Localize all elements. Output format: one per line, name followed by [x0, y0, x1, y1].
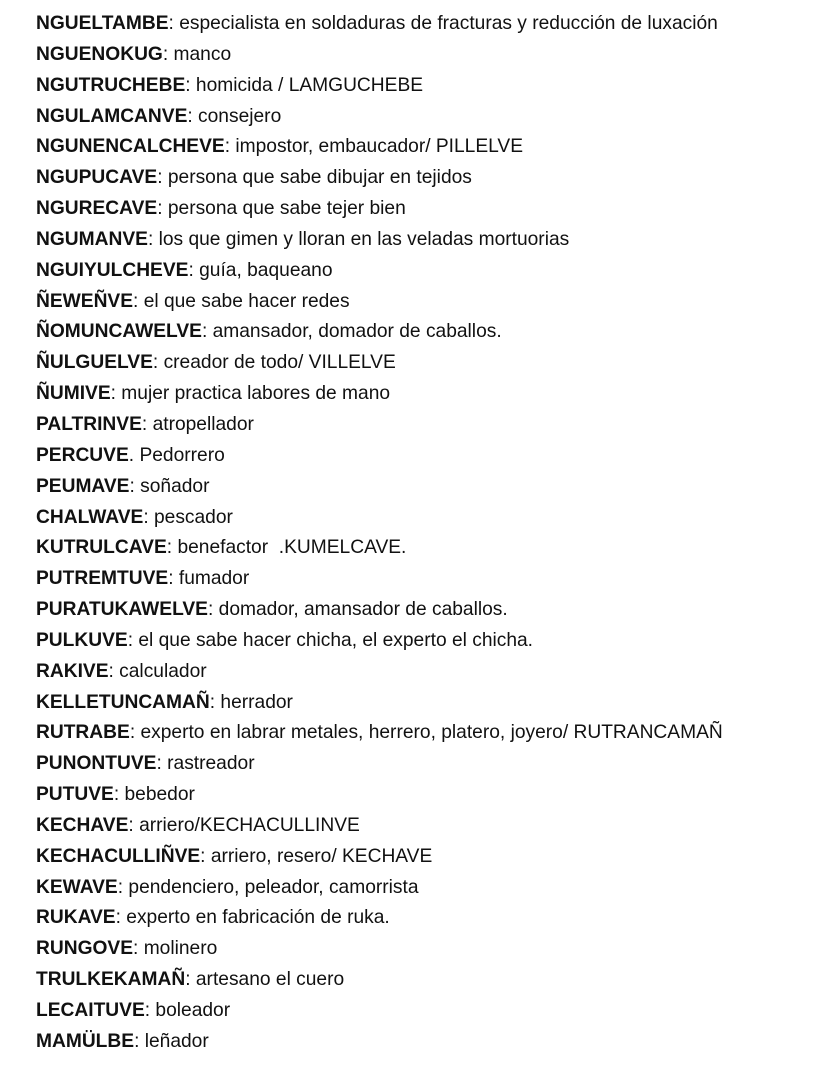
entry-definition: persona que sabe dibujar en tejidos: [167, 167, 472, 189]
entry-definition: artesano el cuero: [195, 969, 345, 991]
glossary-entry: [36, 595, 821, 626]
entry-term: KECHACULLIÑVE: [36, 845, 201, 867]
entry-separator: :: [129, 722, 141, 744]
glossary-entry: [36, 194, 821, 225]
glossary-entry: [36, 996, 821, 1027]
entry-term: NGUMANVE: [36, 228, 148, 250]
glossary-list: [36, 9, 821, 1058]
entry-term: RAKIVE: [36, 660, 109, 682]
entry-term: KELLETUNCAMAÑ: [36, 691, 210, 713]
entry-separator: :: [127, 629, 139, 651]
glossary-entry: [36, 564, 821, 595]
entry-definition: bebedor: [124, 784, 195, 806]
glossary-entry: [36, 811, 821, 842]
entry-definition: amansador, domador de caballos.: [212, 321, 502, 343]
entry-term: NGUIYULCHEVE: [36, 259, 189, 281]
entry-separator: :: [157, 167, 168, 189]
glossary-entry: [36, 9, 821, 40]
entry-separator: :: [134, 1030, 145, 1052]
entry-separator: :: [129, 475, 141, 497]
entry-separator: :: [147, 228, 159, 250]
entry-definition: manco: [173, 43, 232, 65]
glossary-entry: [36, 71, 821, 102]
glossary-entry: [36, 348, 821, 379]
entry-term: PUTREMTUVE: [36, 568, 169, 590]
entry-definition: homicida / LAMGUCHEBE: [195, 74, 424, 96]
entry-definition: el que sabe hacer chicha, el experto el chicha.: [138, 629, 534, 651]
entry-definition: mujer practica labores de mano: [121, 383, 391, 405]
entry-separator: :: [157, 198, 168, 220]
glossary-entry: [36, 317, 821, 348]
entry-separator: :: [133, 938, 144, 960]
entry-definition: los que gimen y lloran en las veladas mortuorias: [158, 228, 570, 250]
entry-term: ÑOMUNCAWELVE: [36, 321, 202, 343]
entry-term: NGUNENCALCHEVE: [36, 136, 225, 158]
glossary-entry: [36, 379, 821, 410]
entry-separator: :: [113, 784, 125, 806]
entry-definition: especialista en soldaduras de fracturas y reducción de luxación: [179, 13, 718, 34]
entry-separator: :: [108, 660, 120, 682]
entry-definition: soñador: [140, 475, 210, 497]
entry-term: ÑEWEÑVE: [36, 290, 134, 312]
glossary-entry: [36, 40, 821, 71]
entry-separator: :: [188, 259, 200, 281]
glossary-entry: [36, 903, 821, 934]
entry-definition: experto en labrar metales, herrero, platero, joyero/ RUTRANCAMAÑ: [140, 722, 723, 744]
entry-term: PEUMAVE: [36, 475, 130, 497]
entry-definition: consejero: [198, 105, 282, 127]
entry-definition: el que sabe hacer redes: [143, 290, 350, 312]
entry-term: ÑUMIVE: [36, 383, 111, 405]
entry-term: KUTRULCAVE: [36, 537, 167, 559]
entry-separator: :: [110, 383, 122, 405]
glossary-entry: [36, 749, 821, 780]
glossary-entry: [36, 934, 821, 965]
glossary-entry: [36, 163, 821, 194]
entry-separator: :: [187, 105, 199, 127]
entry-definition: molinero: [143, 938, 218, 960]
entry-definition: atropellador: [152, 413, 254, 435]
entry-definition: arriero, resero/ KECHAVE: [210, 845, 433, 867]
entry-definition: arriero/KECHACULLINVE: [139, 814, 360, 836]
entry-separator: :: [209, 691, 221, 713]
entry-definition: herrador: [220, 691, 293, 713]
entry-term: NGULAMCANVE: [36, 105, 188, 127]
entry-separator: .: [128, 444, 140, 466]
entry-term: NGUPUCAVE: [36, 167, 158, 189]
entry-separator: :: [144, 1000, 156, 1021]
glossary-entry: [36, 842, 821, 873]
glossary-entry: [36, 780, 821, 811]
entry-term: RUNGOVE: [36, 938, 134, 960]
entry-separator: :: [185, 969, 196, 991]
entry-separator: :: [207, 599, 219, 621]
glossary-entry: [36, 1027, 821, 1058]
entry-definition: pendenciero, peleador, camorrista: [128, 876, 419, 898]
glossary-entry: [36, 287, 821, 318]
entry-separator: :: [133, 290, 144, 312]
entry-definition: persona que sabe tejer bien: [167, 198, 406, 220]
glossary-entry: [36, 688, 821, 719]
glossary-entry: [36, 225, 821, 256]
entry-term: RUKAVE: [36, 907, 116, 929]
entry-definition: calculador: [119, 660, 207, 682]
entry-definition: pescador: [153, 506, 233, 528]
glossary-entry: [36, 503, 821, 534]
entry-separator: :: [115, 907, 127, 929]
glossary-entry: [36, 873, 821, 904]
entry-term: PUNONTUVE: [36, 753, 157, 775]
entry-definition: guía, baqueano: [199, 259, 333, 281]
glossary-entry: [36, 965, 821, 996]
glossary-entry: [36, 657, 821, 688]
entry-definition: creador de todo/ VILLELVE: [163, 352, 396, 374]
glossary-entry: [36, 626, 821, 657]
entry-separator: :: [141, 413, 153, 435]
entry-term: PERCUVE: [36, 444, 129, 466]
glossary-entry: [36, 472, 821, 503]
entry-separator: :: [156, 753, 168, 775]
entry-separator: :: [166, 537, 178, 559]
entry-separator: :: [224, 136, 236, 158]
entry-separator: :: [152, 352, 164, 374]
entry-term: PURATUKAWELVE: [36, 599, 208, 621]
entry-definition: leñador: [144, 1030, 209, 1052]
glossary-entry: [36, 410, 821, 441]
entry-separator: :: [201, 321, 213, 343]
glossary-entry: [36, 256, 821, 287]
entry-term: NGUTRUCHEBE: [36, 74, 186, 96]
entry-separator: :: [143, 506, 154, 528]
entry-term: NGUENOKUG: [36, 43, 163, 65]
entry-definition: domador, amansador de caballos.: [218, 599, 508, 621]
entry-separator: :: [128, 814, 140, 836]
entry-term: PULKUVE: [36, 629, 128, 651]
entry-term: ÑULGUELVE: [36, 352, 153, 374]
entry-separator: :: [185, 74, 196, 96]
entry-definition: boleador: [155, 1000, 231, 1021]
entry-term: KEWAVE: [36, 876, 118, 898]
glossary-entry: [36, 533, 821, 564]
entry-definition: rastreador: [167, 753, 255, 775]
entry-definition: fumador: [178, 568, 250, 590]
entry-definition: experto en fabricación de ruka.: [126, 907, 390, 929]
glossary-entry: [36, 441, 821, 472]
entry-term: RUTRABE: [36, 722, 130, 744]
entry-separator: :: [200, 845, 211, 867]
entry-term: NGURECAVE: [36, 198, 158, 220]
entry-term: PUTUVE: [36, 784, 114, 806]
entry-term: NGUELTAMBE: [36, 13, 169, 34]
entry-term: LECAITUVE: [36, 1000, 145, 1021]
entry-term: CHALWAVE: [36, 506, 144, 528]
glossary-entry: [36, 718, 821, 749]
entry-definition: impostor, embaucador/ PILLELVE: [235, 136, 523, 158]
entry-separator: :: [168, 568, 179, 590]
entry-term: KECHAVE: [36, 814, 129, 836]
glossary-entry: [36, 132, 821, 163]
entry-term: PALTRINVE: [36, 413, 142, 435]
glossary-entry: [36, 102, 821, 133]
entry-definition: Pedorrero: [139, 444, 225, 466]
entry-term: TRULKEKAMAÑ: [36, 969, 186, 991]
entry-term: MAMÜLBE: [36, 1030, 135, 1052]
entry-separator: :: [117, 876, 129, 898]
entry-definition: benefactor .KUMELCAVE.: [177, 537, 407, 559]
entry-separator: :: [168, 13, 180, 34]
entry-separator: :: [162, 43, 174, 65]
